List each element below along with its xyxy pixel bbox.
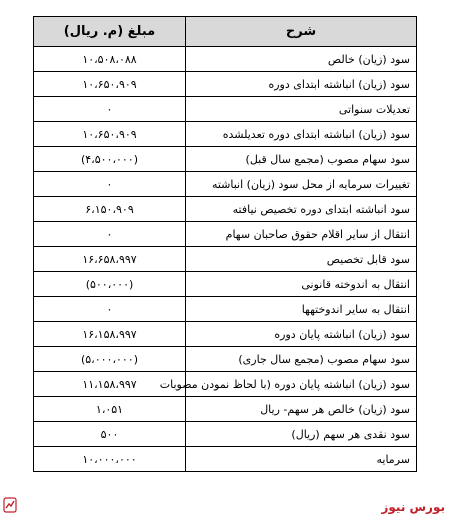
row-description: تغییرات سرمایه از محل سود (زیان) انباشته: [186, 172, 417, 197]
row-description: سود (زیان) خالص هر سهم- ریال: [186, 397, 417, 422]
amount-column-header: مبلغ (م. ریال): [34, 17, 186, 47]
description-column-header: شرح: [186, 17, 417, 47]
bourse-news-logo-icon: [3, 497, 17, 513]
row-description: سرمایه: [186, 447, 417, 472]
table-row: [34, 197, 417, 222]
financial-table-container: [33, 16, 416, 472]
profit-distribution-table: [33, 16, 417, 472]
table-row: [34, 172, 417, 197]
table-row: [34, 347, 417, 372]
row-description: سود (زیان) انباشته ابتدای دوره: [186, 72, 417, 97]
table-row: [34, 97, 417, 122]
table-row: [34, 72, 417, 97]
row-amount: ۵۰۰: [34, 422, 186, 447]
table-header-row: [34, 17, 417, 47]
row-amount: (۵،۰۰۰،۰۰۰): [34, 347, 186, 372]
row-description: انتقال به اندوخته قانونی: [186, 272, 417, 297]
row-description: سود (زیان) انباشته ابتدای دوره تعدیلشده: [186, 122, 417, 147]
table-row: [34, 422, 417, 447]
table-row: [34, 447, 417, 472]
row-amount: ۱۰،۰۰۰،۰۰۰: [34, 447, 186, 472]
table-row: [34, 297, 417, 322]
row-description: سود نقدی هر سهم (ریال): [186, 422, 417, 447]
bourse-news-watermark: بورس نیوز: [381, 500, 445, 514]
row-description: تعدیلات سنواتی: [186, 97, 417, 122]
table-row: [34, 247, 417, 272]
table-row: [34, 222, 417, 247]
row-amount: ۱،۰۵۱: [34, 397, 186, 422]
table-row: [34, 122, 417, 147]
row-amount: ۱۰،۶۵۰،۹۰۹: [34, 72, 186, 97]
row-amount: (۵۰۰،۰۰۰): [34, 272, 186, 297]
row-description: سود (زیان) انباشته پایان دوره (با لحاظ نمودن مصوبات: [186, 372, 417, 397]
row-description: انتقال از سایر اقلام حقوق صاحبان سهام: [186, 222, 417, 247]
row-description: انتقال به سایر اندوختهها: [186, 297, 417, 322]
row-amount: ۰: [34, 172, 186, 197]
row-description: سود سهام مصوب (مجمع سال جاری): [186, 347, 417, 372]
row-amount: (۴،۵۰۰،۰۰۰): [34, 147, 186, 172]
row-amount: ۱۶،۱۵۸،۹۹۷: [34, 322, 186, 347]
row-amount: ۰: [34, 97, 186, 122]
row-description: سود (زیان) خالص: [186, 47, 417, 72]
row-description: سود انباشته ابتدای دوره تخصیص نیافته: [186, 197, 417, 222]
table-row: [34, 322, 417, 347]
row-amount: ۰: [34, 297, 186, 322]
table-row: [34, 147, 417, 172]
row-amount: ۱۰،۵۰۸،۰۸۸: [34, 47, 186, 72]
row-amount: ۱۱،۱۵۸،۹۹۷: [34, 372, 186, 397]
row-amount: ۱۶،۶۵۸،۹۹۷: [34, 247, 186, 272]
row-description: سود (زیان) انباشته پایان دوره: [186, 322, 417, 347]
row-amount: ۰: [34, 222, 186, 247]
table-row: [34, 372, 417, 397]
row-description: سود قابل تخصیص: [186, 247, 417, 272]
table-row: [34, 47, 417, 72]
row-description: سود سهام مصوب (مجمع سال قبل): [186, 147, 417, 172]
table-row: [34, 397, 417, 422]
row-amount: ۶،۱۵۰،۹۰۹: [34, 197, 186, 222]
table-row: [34, 272, 417, 297]
row-amount: ۱۰،۶۵۰،۹۰۹: [34, 122, 186, 147]
